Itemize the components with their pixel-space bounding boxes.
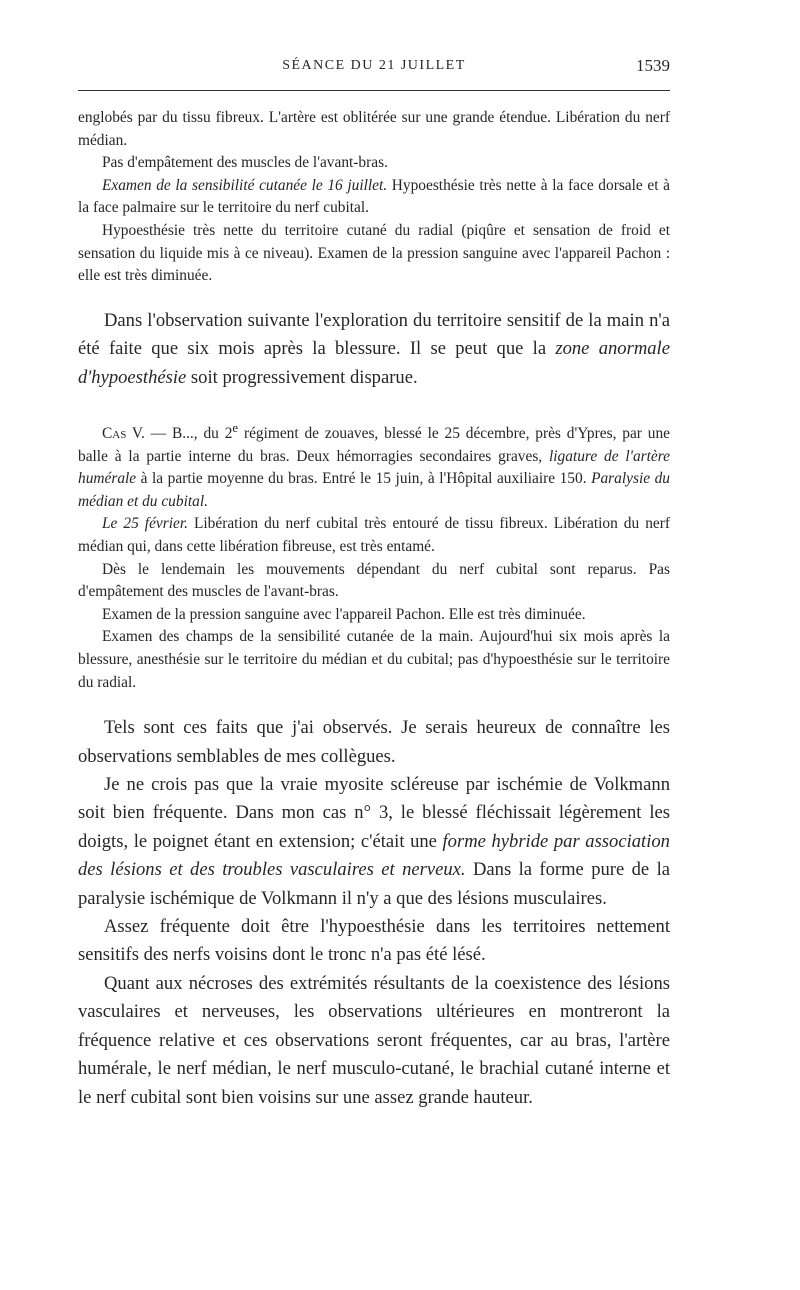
text: soit progressivement disparue. [186,366,418,388]
paragraph [78,175,670,220]
page [78,52,670,1112]
text: à la partie moyenne du bras. Entré le 15 juin, à l'Hôpital auxiliaire 150. [136,470,592,488]
text: Dans la forme pure de la paralysie ischémique de Volkmann il n'y a que des lésions musculaires. [78,859,670,909]
paragraph [78,417,670,514]
paragraph: Dès le lendemain les mouvements dépendant du nerf cubital sont reparus. Pas d'empâtement des muscles de l'avant-bras. [78,560,670,601]
paragraph: Assez fréquente doit être l'hypoesthésie dans les territoires nettement sensitifs des nerfs voisins dont le tronc n'a pas été lésé. [78,916,670,966]
header-rule [78,90,670,91]
case-5 [78,417,670,694]
paragraph: Pas d'empâtement des muscles de l'avant-bras. [102,154,388,172]
paragraph [78,307,670,392]
paragraph: Hypoesthésie très nette du territoire cutané du radial (piqûre et sensation de froid et sensation du liquide mis à ce niveau). Examen de la pression sanguine avec l'appareil Pachon : elle est très diminuée. [78,221,670,285]
text: Je ne crois pas que la vraie myosite scléreuse par ischémie de Volkmann soit bien fréquente. Dans mon cas n° 3, le blessé fléchissait légèrement les doigts, le poignet étant en extension; c'était une [78,774,670,852]
paragraph [78,513,670,558]
italic-text: ligature de l'artère humérale [78,447,670,488]
paragraph: Tels sont ces faits que j'ai observés. Je serais heureux de connaître les observations semblables de mes collègues. [78,717,670,767]
superscript: e [232,420,239,435]
page-number: 1539 [636,56,670,75]
text: régiment de zouaves, blessé le 25 décembre, près d'Ypres, par une balle à la partie interne du bras. Deux hémorragies secondaires graves, [78,425,670,465]
paragraph: Examen de la pression sanguine avec l'appareil Pachon. Elle est très diminuée. [102,605,586,623]
paragraph: Quant aux nécroses des extrémités résultants de la coexistence des lésions vasculaires et nerveuses, les observations ultérieures en montreront la fréquence relative et ces observations seront fréquentes, car au bras, l'artère humérale, le nerf médian, le nerf musculo-cutané, le brachial cutané interne et le nerf cubital sont bien voisins sur une assez grande hauteur. [78,972,670,1108]
running-title: SÉANCE DU 21 JUILLET [282,58,466,73]
text: — B..., du 2 [144,425,233,443]
text: Libération du nerf cubital très entouré de tissu fibreux. Libération du nerf médian qui, dans cette libération fibreuse, est très entamé. [78,515,670,556]
conclusion [78,714,670,1112]
paragraph: englobés par du tissu fibreux. L'artère est oblitérée sur une grande étendue. Libération du nerf médian. [78,109,670,149]
case-4-continuation [78,107,670,288]
italic-text: Examen de la sensibilité cutanée le 16 juillet. [102,176,388,194]
italic-text: zone anormale d'hypoesthésie [78,338,670,388]
running-head [78,52,670,82]
paragraph [78,771,670,913]
transition-paragraph [78,307,670,392]
text: Dans l'observation suivante l'exploration du territoire sensitif de la main n'a été faite que six mois après la blessure. Il se peut que la [78,309,670,360]
italic-text: Le 25 février. [102,515,188,533]
text: Hypoesthésie très nette à la face dorsale et à la face palmaire sur le territoire du nerf cubital. [78,176,670,217]
paragraph: Examen des champs de la sensibilité cutanée de la main. Aujourd'hui six mois après la blessure, anesthésie sur le territoire du médian et du cubital; pas d'hypoesthésie sur le territoire du radial. [78,628,670,691]
case-label: Cas V. [102,425,145,443]
italic-text: Paralysie du médian et du cubital. [78,470,670,510]
italic-text: forme hybride par association des lésions et des troubles vasculaires et nerveux. [78,830,670,881]
